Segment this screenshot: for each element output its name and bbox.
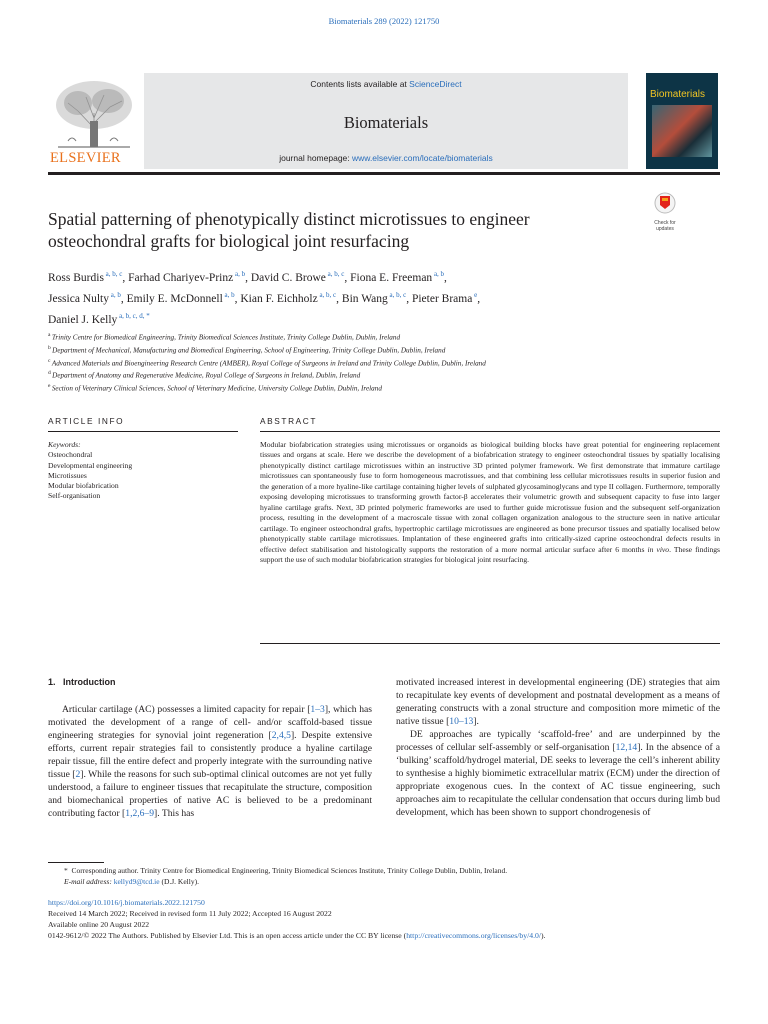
sciencedirect-link[interactable]: ScienceDirect: [409, 79, 462, 89]
abstract-text: Modular biofabrication strategies using microtissues or organoids as biological building blocks have great potential for engineering replacement tissues and organs at scale. Here we describe the development of a biofabrication strategy to engineer osteochondral tissues by spatially localising phenotypically distinct cartilage microtissues within an instructive 3D printed polymer framework. We first demonstrate that immature cartilage microtissues can spontaneously fuse to form homogeneous macrotissues, and that combining less cellular microtissues results in superior fusion and the generation of a more hyaline-like cartilage containing higher levels of sulphated glycosaminoglycans and type II collagen. Furthermore, temporally exposing developing microtissues to transforming growth factor-β accelerates their volumetric growth and subsequent capacity to fuse into larger hyaline cartilage grafts. Next, 3D printed polymeric frameworks are used to further guide microtissue fusion and the subsequent self-organization process, resulting in the development of a macroscale tissue with zonal collagen organization analogous to the structure seen in native articular cartilage. To engineer osteochondral grafts, hypertrophic cartilage microtissues are engineered as bone precursor tissues and spatially localised below phenotypically stable cartilage microtissues. Implantation of these engineered grafts into critically-sized caprine osteochondral defects results in effective defect stabilisation and histologically supports the restoration of a more normal articular surface after 6 months in vivo. These findings support the use of such modular biofabrication strategies for biological joint resurfacing.: [260, 440, 720, 565]
abstract-rule: [260, 431, 720, 432]
author-name[interactable]: Emily E. McDonnell: [126, 292, 223, 305]
email-link[interactable]: kellyd9@tcd.ie: [113, 876, 160, 886]
crossmark-badge[interactable]: [650, 192, 680, 230]
keywords-block: [48, 440, 238, 502]
keyword-item: Modular biofabrication: [48, 481, 119, 491]
elsevier-wordmark: ELSEVIER: [50, 150, 121, 166]
keyword-item: Self-organisation: [48, 491, 101, 501]
citation-link[interactable]: 2: [75, 769, 81, 781]
author-name[interactable]: David C. Browe: [250, 271, 326, 284]
crossmark-icon: [654, 192, 676, 216]
body-paragraph: Articular cartilage (AC) possesses a limited capacity for repair [1–3], which has motivated the development of a range of cell- and/or scaffold-based tissue engineering strategies for synovial joint regeneration [2,4,5]. Despite extensive efforts, current repair strategies fail to consistently produce a hyaline cartilage repair tissue, fill the entire defect and properly integrate with the surrounding native tissue [2]. While the reasons for such sub-optimal clinical outcomes are not yet fully understood, a failure to engineer tissues that recapitulate the structure, composition and biomechanical properties of native AC is believed to be a predominant contributing factor [1,2,6–9]. This has: [48, 704, 373, 820]
abstract-heading: ABSTRACT: [260, 416, 318, 426]
footnote-rule: [48, 862, 104, 863]
elsevier-logo[interactable]: [48, 73, 140, 169]
journal-cover-thumbnail[interactable]: [646, 73, 718, 169]
corresponding-author-text: Corresponding author. Trinity Centre for Biomedical Engineering, Trinity Biomedical Sciences Institute, Trinity College Dublin, Dublin, Ireland.: [71, 866, 508, 875]
affiliation-list: [48, 330, 688, 394]
author-name[interactable]: Farhad Chariyev-Prinz: [128, 271, 234, 284]
author-name[interactable]: Jessica Nulty: [48, 292, 110, 305]
author-affiliation-marker[interactable]: e: [472, 290, 478, 299]
affiliation-item: $^b$ Department of Mechanical, Manufacturing and Biomedical Engineering, School of Engineering, Trinity College Dublin, Dublin, Ireland: [48, 344, 446, 355]
crossmark-label: Check for updates: [654, 220, 676, 232]
citation-link[interactable]: 2,4,5: [271, 730, 291, 742]
body-column-left: [48, 676, 372, 820]
keywords-label: Keywords:: [48, 440, 81, 449]
contents-line: [144, 79, 628, 89]
body-paragraph: motivated increased interest in developmental engineering (DE) strategies that aim to recapitulate key events of development and postnatal development as a means of generating constructs with a zonal structure and composition more mimetic of the native tissue [10–13].: [396, 677, 720, 728]
author-name[interactable]: Pieter Brama: [411, 292, 473, 305]
author-affiliation-marker[interactable]: a, b: [109, 290, 121, 299]
author-name[interactable]: Daniel J. Kelly: [48, 313, 118, 326]
affiliation-item: $^a$ Trinity Centre for Biomedical Engineering, Trinity Biomedical Sciences Institute, Trinity College Dublin, Dublin, Ireland: [48, 332, 401, 342]
article-info-heading: ARTICLE INFO: [48, 416, 125, 426]
citation-link[interactable]: 12,14: [615, 742, 638, 754]
author-name[interactable]: Kian F. Eichholz: [240, 292, 318, 305]
masthead: [48, 73, 628, 169]
author-affiliation-marker[interactable]: a, b, c: [387, 290, 407, 299]
section-heading: [48, 676, 372, 689]
keyword-item: Developmental engineering: [48, 460, 133, 470]
available-online: Available online 20 August 2022: [48, 919, 150, 929]
article-title: Spatial patterning of phenotypically distinct microtissues to engineer osteochondral grafts for biological joint resurfacing: [48, 209, 530, 251]
cover-art: [652, 105, 712, 157]
author-name[interactable]: Bin Wang: [341, 292, 388, 305]
article-info-rule: [48, 431, 238, 432]
abstract-bottom-rule: [260, 643, 720, 644]
author-affiliation-marker[interactable]: a, b: [222, 290, 235, 299]
section-title: Introduction: [63, 677, 116, 687]
author-affiliation-marker[interactable]: a, b, c: [325, 270, 345, 278]
doi-link[interactable]: https://doi.org/10.1016/j.biomaterials.2022.121750: [48, 898, 205, 907]
license-link[interactable]: http://creativecommons.org/licenses/by/4.0/: [406, 930, 541, 940]
author-affiliation-marker[interactable]: a, b, c: [103, 270, 123, 278]
homepage-line: [144, 153, 628, 163]
author-affiliation-marker[interactable]: a, b: [233, 270, 246, 278]
affiliation-item: $^c$ Advanced Materials and Bioengineering Research Centre (AMBER), Royal College of Surgeons in Ireland and Trinity College Dublin, Dublin, Ireland: [48, 357, 486, 367]
affiliation-item: $^e$ Section of Veterinary Clinical Sciences, School of Veterinary Medicine, University College Dublin, Dublin, Ireland: [48, 383, 382, 393]
author-list: Ross Burdis $^{a, b, c}$, Farhad Chariyev-Prinz $^{a, b}$, David C. Browe $^{a, b, c}$, Fiona E. Freeman $^{a, b}$, Jessica Nulty $^{a, b}$, Emily E. McDonnell $^{a, b}$, Kian F. Eichholz $^{a, b, c}$, Bin Wang $^{a, b, c}$, Pieter Brama $^e$, Daniel J. Kelly $^{a, b, c, d, *}$: [48, 270, 481, 326]
body-column-right: [396, 676, 720, 820]
received-dates: Received 14 March 2022; Received in revised form 11 July 2022; Accepted 16 August 2022: [48, 908, 332, 918]
homepage-prefix: journal homepage:: [279, 153, 352, 163]
section-number: 1.: [48, 677, 56, 687]
body-paragraph: DE approaches are typically ‘scaffold-free’ and are underpinned by the processes of cellular self-assembly or self-organisation [12,14]. In the absence of a ‘bulking’ scaffold/hydrogel material, DE seeks to leverage the cell’s inherent ability to synthesise a highly biomimetic extracellular matrix (ECM) under the direction of appropriate exogenous cues. In the context of AC tissue engineering, such approaches aim to recapitulate the cellular condensation that occurs during limb bud development, which has been shown to support chondrogenesis of: [396, 729, 720, 819]
journal-reference[interactable]: Biomaterials 289 (2022) 121750: [328, 16, 440, 26]
asterisk-marker: *: [64, 866, 72, 875]
cover-title: Biomaterials: [650, 89, 706, 100]
email-label: E-mail address:: [64, 876, 114, 886]
bibliographic-info: [48, 898, 748, 942]
license-line: 0142-9612/© 2022 The Authors. Published by Elsevier Ltd. This is an open access article under the CC BY license (http://creativecommons.org/licenses/by/4.0/).: [48, 930, 546, 940]
homepage-link[interactable]: www.elsevier.com/locate/biomaterials: [352, 153, 493, 163]
citation-link[interactable]: 1–3: [310, 704, 325, 716]
citation-link[interactable]: 1,2,6–9: [125, 808, 155, 820]
corresponding-author-footnote: * Corresponding author. Trinity Centre for Biomedical Engineering, Trinity Biomedical Sciences Institute, Trinity College Dublin, Dublin, Ireland. E-mail address: kellyd9@tcd.ie (D.J. Kelly).: [64, 866, 508, 886]
keyword-item: Microtissues: [48, 470, 87, 480]
author-affiliation-marker[interactable]: a, b, c: [317, 290, 337, 299]
keyword-item: Osteochondral: [48, 450, 93, 460]
author-name[interactable]: Fiona E. Freeman: [350, 271, 433, 284]
contents-prefix: Contents lists available at: [310, 79, 410, 89]
author-name[interactable]: Ross Burdis: [48, 271, 104, 284]
affiliation-item: $^d$ Department of Anatomy and Regenerative Medicine, Royal College of Surgeons in Ireland, Dublin, Ireland: [48, 370, 361, 380]
author-affiliation-marker[interactable]: a, b, c, d, *: [117, 311, 150, 320]
journal-title[interactable]: Biomaterials: [343, 113, 429, 132]
citation-link[interactable]: 10–13: [449, 716, 474, 728]
masthead-rule: [48, 172, 720, 175]
author-affiliation-marker[interactable]: a, b: [432, 270, 445, 278]
journal-header: [144, 73, 628, 169]
